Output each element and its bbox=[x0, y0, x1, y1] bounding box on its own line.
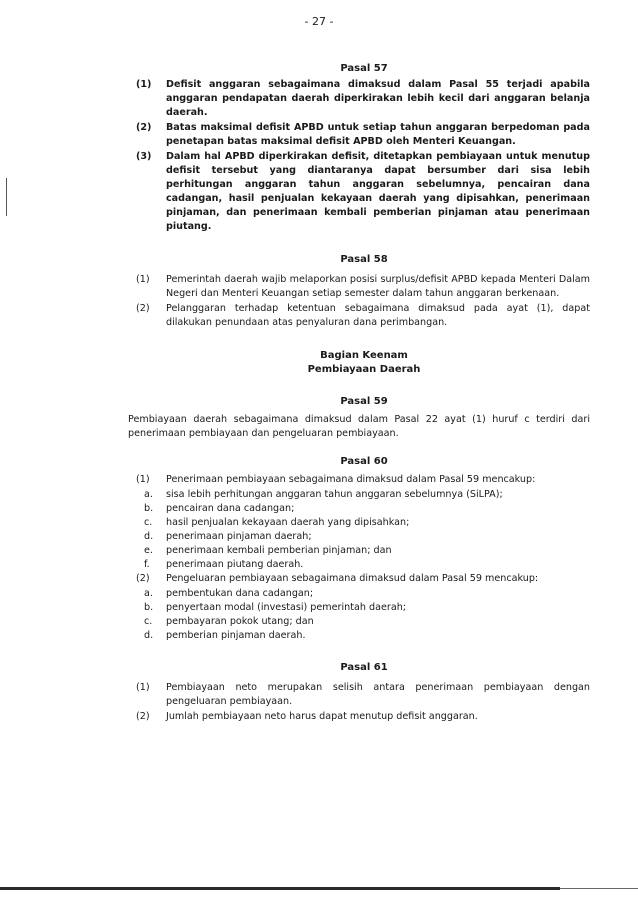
scan-margin-mark bbox=[6, 178, 7, 216]
item-text: Jumlah pembiayaan neto harus dapat menutup defisit anggaran. bbox=[166, 711, 478, 722]
item-text: Pembiayaan neto merupakan selisih antara penerimaan pembiayaan dengan pengeluaran pembiayaan. bbox=[166, 682, 590, 707]
pasal-58-section bbox=[138, 253, 590, 330]
pasal-59-title: Pasal 59 bbox=[340, 396, 388, 407]
pasal-61-item-2 bbox=[138, 710, 590, 724]
pasal-57-title: Pasal 57 bbox=[340, 63, 388, 74]
pasal-60-item-1 bbox=[138, 473, 590, 487]
pasal-58-item-2 bbox=[138, 302, 590, 330]
pasal-61-section bbox=[138, 661, 590, 724]
scan-bottom-edge bbox=[0, 887, 560, 890]
sub-text: penerimaan pinjaman daerah; bbox=[166, 531, 312, 542]
pasal-59-text: Pembiayaan daerah sebagaimana dimaksud dalam Pasal 22 ayat (1) huruf c terdiri dari penerimaan pembiayaan dan pengeluaran pembiayaan. bbox=[128, 414, 590, 439]
sub-letter: b. bbox=[144, 503, 154, 514]
sub-letter: e. bbox=[144, 545, 153, 556]
item-text: Dalam hal APBD diperkirakan defisit, ditetapkan pembiayaan untuk menutup defisit tersebut yang diantaranya dapat bersumber dari sisa lebih perhitungan anggaran tahun anggaran sebelumnya, pencairan dana cadangan, hasil penjualan kekayaan daerah yang dipisahkan, penerimaan pinjaman, dan penerimaan kembali pemberian pinjaman atau penerimaan piutang. bbox=[166, 151, 590, 232]
item-number: (2) bbox=[136, 711, 150, 722]
item-number: (1) bbox=[136, 474, 150, 485]
sub-text: penerimaan piutang daerah. bbox=[166, 559, 304, 570]
list-item bbox=[138, 516, 590, 530]
sub-letter: d. bbox=[144, 630, 154, 641]
sub-letter: a. bbox=[144, 588, 153, 599]
pasal-61-title: Pasal 61 bbox=[340, 662, 388, 673]
list-item bbox=[138, 502, 590, 516]
item-text: Pemerintah daerah wajib melaporkan posisi surplus/defisit APBD kepada Menteri Dalam Negeri dan Menteri Keuangan setiap semester dalam tahun anggaran berkenaan. bbox=[166, 274, 590, 299]
pasal-57-section bbox=[138, 62, 590, 234]
pasal-60-section bbox=[138, 455, 590, 643]
sub-letter: c. bbox=[144, 517, 153, 528]
sub-text: pemberian pinjaman daerah. bbox=[166, 630, 306, 641]
item-text: Pengeluaran pembiayaan sebagaimana dimaksud dalam Pasal 59 mencakup: bbox=[166, 573, 539, 584]
pasal-60-item-2 bbox=[138, 572, 590, 586]
item-text: Defisit anggaran sebagaimana dimaksud dalam Pasal 55 terjadi apabila anggaran pendapatan daerah diperkirakan lebih kecil dari anggaran belanja daerah. bbox=[166, 79, 590, 118]
item-text: Batas maksimal defisit APBD untuk setiap tahun anggaran berpedoman pada penetapan batas maksimal defisit APBD oleh Menteri Keuangan. bbox=[166, 122, 590, 147]
list-item bbox=[138, 544, 590, 558]
pasal-58-title: Pasal 58 bbox=[340, 254, 388, 265]
item-number: (2) bbox=[136, 573, 150, 584]
sub-text: pencairan dana cadangan; bbox=[166, 503, 295, 514]
sub-text: hasil penjualan kekayaan daerah yang dipisahkan; bbox=[166, 517, 410, 528]
scan-bottom-edge-faint bbox=[560, 888, 638, 889]
sub-letter: a. bbox=[144, 489, 153, 500]
item-number: (2) bbox=[136, 122, 152, 133]
sub-text: pembayaran pokok utang; dan bbox=[166, 616, 314, 627]
list-item bbox=[138, 587, 590, 601]
item-number: (1) bbox=[136, 682, 150, 693]
bagian-keenam-heading bbox=[138, 349, 590, 377]
page-number: - 27 - bbox=[304, 15, 334, 28]
item-number: (3) bbox=[136, 151, 152, 162]
item-text: Pelanggaran terhadap ketentuan sebagaimana dimaksud pada ayat (1), dapat dilakukan penundaan atas penyaluran dana perimbangan. bbox=[166, 303, 590, 328]
sub-text: penerimaan kembali pemberian pinjaman; dan bbox=[166, 545, 392, 556]
item-number: (1) bbox=[136, 274, 150, 285]
sub-text: pembentukan dana cadangan; bbox=[166, 588, 314, 599]
list-item bbox=[138, 558, 590, 572]
pasal-61-item-1 bbox=[138, 681, 590, 709]
sub-letter: d. bbox=[144, 531, 154, 542]
pasal-59-section bbox=[128, 395, 590, 441]
bagian-title: Bagian Keenam bbox=[320, 350, 408, 361]
list-item bbox=[138, 488, 590, 502]
list-item bbox=[138, 629, 590, 643]
item-number: (1) bbox=[136, 79, 152, 90]
list-item bbox=[138, 615, 590, 629]
sub-text: sisa lebih perhitungan anggaran tahun anggaran sebelumnya (SiLPA); bbox=[166, 489, 503, 500]
pasal-58-item-1 bbox=[138, 273, 590, 301]
page-content bbox=[128, 62, 590, 725]
bagian-subtitle: Pembiayaan Daerah bbox=[307, 364, 421, 375]
pasal-57-item-3 bbox=[138, 150, 590, 234]
list-item bbox=[138, 601, 590, 615]
pasal-57-item-1 bbox=[138, 78, 590, 120]
item-text: Penerimaan pembiayaan sebagaimana dimaksud dalam Pasal 59 mencakup: bbox=[166, 474, 536, 485]
sub-text: penyertaan modal (investasi) pemerintah daerah; bbox=[166, 602, 407, 613]
sub-letter: c. bbox=[144, 616, 153, 627]
list-item bbox=[138, 530, 590, 544]
item-number: (2) bbox=[136, 303, 150, 314]
pasal-60-title: Pasal 60 bbox=[340, 456, 388, 467]
sub-letter: f. bbox=[144, 559, 150, 570]
sub-letter: b. bbox=[144, 602, 154, 613]
pasal-57-item-2 bbox=[138, 121, 590, 149]
